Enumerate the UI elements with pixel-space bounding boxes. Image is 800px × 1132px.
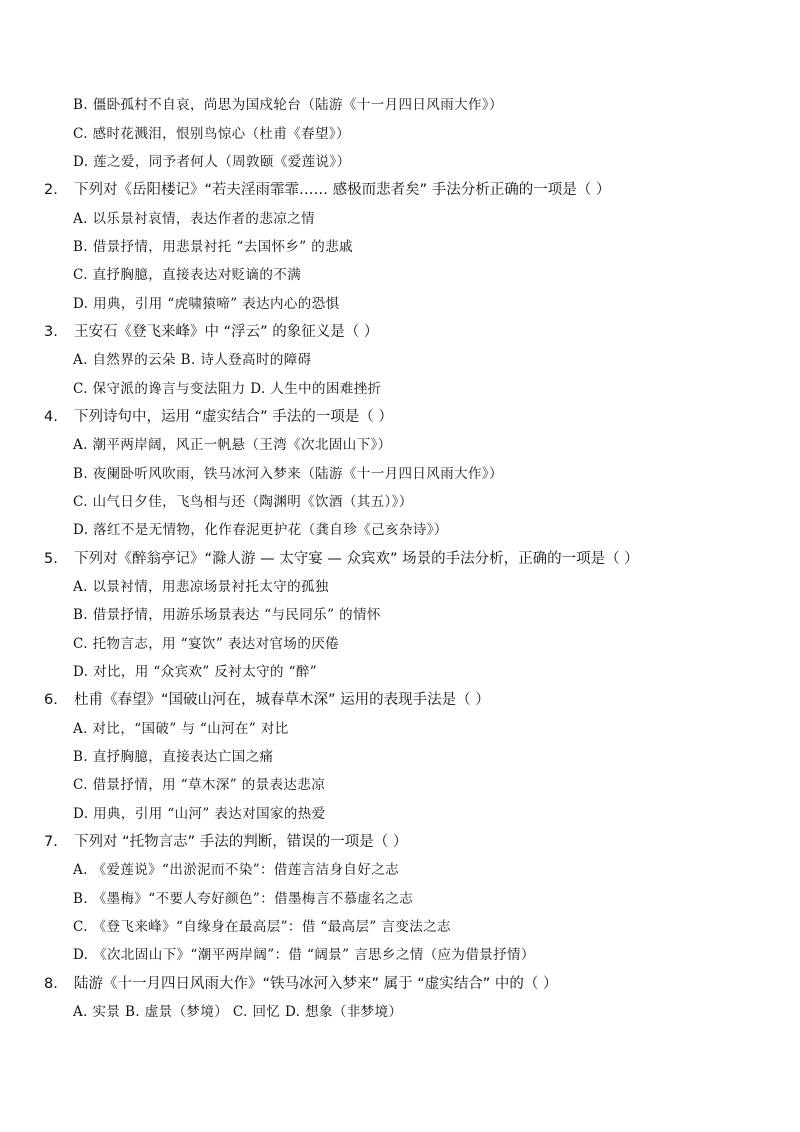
option-line: B. 夜阑卧听风吹雨，铁马冰河入梦来（陆游《十一月四日风雨大作》） — [73, 466, 503, 482]
option-line: B. 借景抒情，用游乐场景表达 “与民同乐” 的情怀 — [73, 607, 381, 623]
question-line: 6. 杜甫《春望》“国破山河在，城春草木深” 运用的表现手法是（ ） — [44, 692, 490, 708]
option-line: A. 《爱莲说》“出淤泥而不染”：借莲言洁身自好之志 — [73, 862, 400, 878]
option-line: D. 莲之爱，同予者何人（周敦颐《爱莲说》） — [73, 154, 351, 170]
question-number: 4. — [44, 409, 58, 425]
option-line: D. 《次北固山下》“潮平两岸阔”：借 “阔景” 言思乡之情（应为借景抒情） — [73, 947, 535, 963]
option-line: B. 借景抒情，用悲景衬托 “去国怀乡” 的悲戚 — [73, 239, 353, 255]
option-line: C. 山气日夕佳，飞鸟相与还（陶渊明《饮酒（其五）》） — [73, 494, 413, 510]
question-line: 2. 下列对《岳阳楼记》“若夫淫雨霏霏…… 感极而悲者矣” 手法分析正确的一项是（ ） — [44, 182, 611, 198]
option-line: A. 潮平两岸阔，风正一帆悬（王湾《次北固山下》） — [73, 437, 392, 453]
option-line: D. 用典，引用 “虎啸猿啼” 表达内心的恐惧 — [73, 296, 340, 312]
question-line: 4. 下列诗句中，运用 “虚实结合” 手法的一项是（ ） — [44, 409, 393, 425]
question-line: 8. 陆游《十一月四日风雨大作》“铁马冰河入梦来” 属于 “虚实结合” 中的（ ） — [44, 976, 558, 992]
option-line: B. 直抒胸臆，直接表达亡国之痛 — [73, 749, 274, 765]
question-number: 5. — [44, 551, 58, 567]
option-line: B. 《墨梅》“不要人夸好颜色”：借墨梅言不慕虚名之志 — [73, 891, 414, 907]
question-number: 8. — [44, 976, 58, 992]
option-line: C. 保守派的谗言与变法阻力 D. 人生中的困难挫折 — [73, 381, 382, 397]
option-line: D. 用典，引用 “山河” 表达对国家的热爱 — [73, 806, 326, 822]
option-line: A. 以景衬情，用悲凉场景衬托太守的孤独 — [73, 579, 329, 595]
option-line: C. 借景抒情，用 “草木深” 的景表达悲凉 — [73, 777, 326, 793]
option-line: A. 自然界的云朵 B. 诗人登高时的障碍 — [73, 352, 312, 368]
question-number: 3. — [44, 324, 58, 340]
option-line: A. 以乐景衬哀情，表达作者的悲凉之情 — [73, 211, 315, 227]
option-line: C. 感时花溅泪，恨别鸟惊心（杜甫《春望》） — [73, 126, 350, 142]
option-line: B. 僵卧孤村不自哀，尚思为国戍轮台（陆游《十一月四日风雨大作》） — [73, 97, 503, 113]
question-number: 7. — [44, 834, 58, 850]
option-line: D. 对比，用 “众宾欢” 反衬太守的 “醉” — [73, 664, 318, 680]
option-line: A. 对比，“国破” 与 “山河在” 对比 — [73, 721, 289, 737]
option-line: A. 实景 B. 虚景（梦境） C. 回忆 D. 想象（非梦境） — [73, 1004, 403, 1020]
question-line: 3. 王安石《登飞来峰》中 “浮云” 的象征义是（ ） — [44, 324, 379, 340]
question-line: 7. 下列对 “托物言志” 手法的判断，错误的一项是（ ） — [44, 834, 408, 850]
question-number: 2. — [44, 182, 58, 198]
option-line: C. 托物言志，用 “宴饮” 表达对官场的厌倦 — [73, 636, 340, 652]
option-line: C. 直抒胸臆，直接表达对贬谪的不满 — [73, 267, 302, 283]
option-line: D. 落红不是无情物，化作春泥更护花（龚自珍《己亥杂诗》） — [73, 522, 448, 538]
question-number: 6. — [44, 692, 58, 708]
question-line: 5. 下列对《醉翁亭记》“滁人游 — 太守宴 — 众宾欢” 场景的手法分析，正确的一项是（ ） — [44, 551, 639, 567]
option-line: C. 《登飞来峰》“自缘身在最高层”：借 “最高层” 言变法之志 — [73, 919, 451, 935]
